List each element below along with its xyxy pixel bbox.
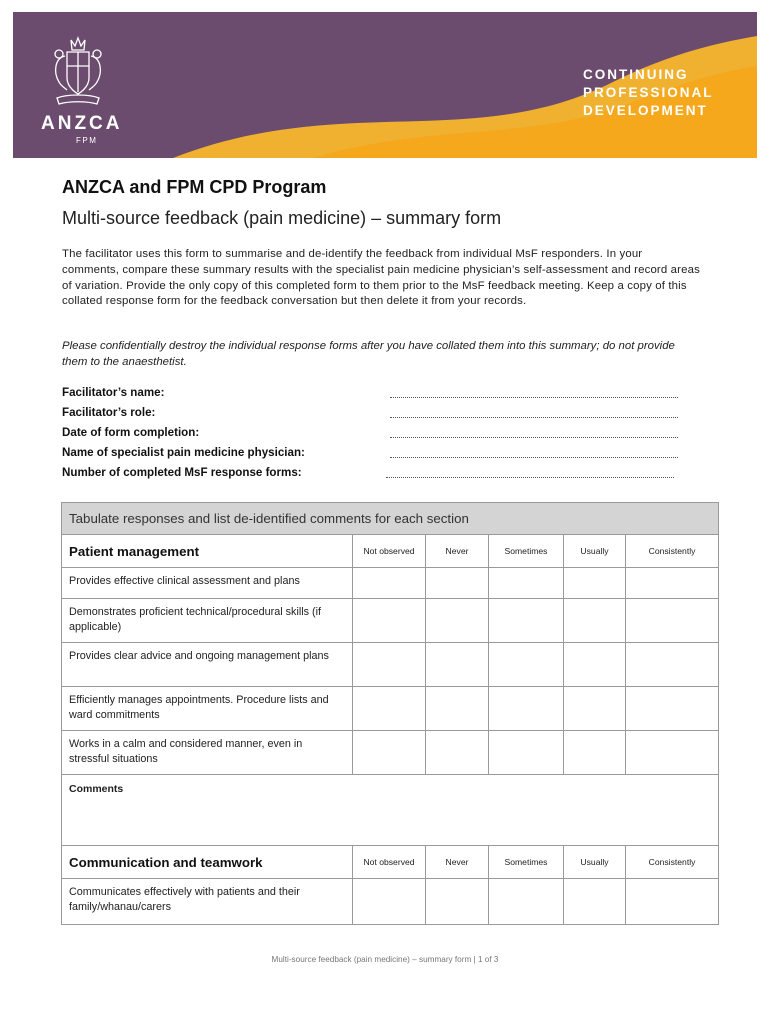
- rating-cell[interactable]: [626, 731, 719, 775]
- rating-cell[interactable]: [353, 643, 426, 687]
- rating-cell[interactable]: [426, 599, 489, 643]
- anzca-logo-text: ANZCA: [41, 113, 123, 134]
- item-label: Provides clear advice and ongoing management plans: [62, 643, 353, 687]
- completion-date-input[interactable]: [390, 425, 678, 438]
- section-header-row: [62, 535, 719, 568]
- item-label: Communicates effectively with patients and their family/whanau/carers: [62, 879, 353, 925]
- facilitator-details-fields: [62, 383, 682, 483]
- table-row: [62, 643, 719, 687]
- anzca-crest-icon: [47, 34, 109, 108]
- comments-row: [62, 775, 719, 846]
- item-label: Demonstrates proficient technical/procedural skills (if applicable): [62, 599, 353, 643]
- facilitator-name-input[interactable]: [390, 385, 678, 398]
- section-heading-patient-management: Patient management: [62, 535, 353, 568]
- table-row: [62, 599, 719, 643]
- rating-cell[interactable]: [353, 687, 426, 731]
- table-row: [62, 568, 719, 599]
- facilitator-role-input[interactable]: [390, 405, 678, 418]
- field-row: [62, 463, 682, 483]
- physician-name-label: Name of specialist pain medicine physician:: [62, 446, 305, 459]
- cpd-title-line: CONTINUING: [583, 67, 689, 82]
- item-label: Provides effective clinical assessment and plans: [62, 568, 353, 599]
- cpd-title-line: PROFESSIONAL: [583, 85, 714, 100]
- rating-cell[interactable]: [489, 599, 564, 643]
- rating-cell[interactable]: [489, 731, 564, 775]
- facilitator-name-label: Facilitator’s name:: [62, 386, 165, 399]
- col-usually: Usually: [564, 846, 626, 879]
- confidentiality-note: Please confidentially destroy the individual response forms after you have collated them into this summary; do not provide them to the anaesthetist.: [62, 340, 675, 368]
- table-caption: Tabulate responses and list de-identified comments for each section: [62, 503, 719, 535]
- table-row: [62, 731, 719, 775]
- rating-cell[interactable]: [564, 643, 626, 687]
- rating-cell[interactable]: [564, 568, 626, 599]
- page-subtitle: Multi-source feedback (pain medicine) – summary form: [62, 208, 502, 228]
- rating-cell[interactable]: [489, 568, 564, 599]
- comments-label: Comments: [69, 783, 124, 795]
- header-banner: [13, 12, 757, 158]
- intro-paragraph: The facilitator uses this form to summarise and de-identify the feedback from individual MsF responders. In your comments, compare these summary results with the specialist pain medicine physician’s self-assessment and record areas of variation. Provide the only copy of this completed form to them prior to the MsF feedback meeting. Keep a copy of this collated response form for the feedback conversation but then delete it from your records.: [62, 248, 700, 308]
- col-not-observed: Not observed: [353, 846, 426, 879]
- item-label: Efficiently manages appointments. Procedure lists and ward commitments: [62, 687, 353, 731]
- feedback-summary-table: [61, 502, 719, 925]
- section-header-row: [62, 846, 719, 879]
- field-row: [62, 443, 682, 463]
- col-consistently: Consistently: [626, 846, 719, 879]
- col-usually: Usually: [564, 535, 626, 568]
- item-label: Works in a calm and considered manner, even in stressful situations: [62, 731, 353, 775]
- field-row: [62, 423, 682, 443]
- col-sometimes: Sometimes: [489, 846, 564, 879]
- rating-cell[interactable]: [626, 599, 719, 643]
- rating-cell[interactable]: [626, 643, 719, 687]
- rating-cell[interactable]: [626, 879, 719, 925]
- rating-cell[interactable]: [426, 568, 489, 599]
- rating-cell[interactable]: [564, 879, 626, 925]
- col-not-observed: Not observed: [353, 535, 426, 568]
- response-count-input[interactable]: [386, 465, 674, 478]
- col-sometimes: Sometimes: [489, 535, 564, 568]
- rating-cell[interactable]: [426, 879, 489, 925]
- response-count-label: Number of completed MsF response forms:: [62, 466, 302, 479]
- table-caption-row: [62, 503, 719, 535]
- rating-cell[interactable]: [426, 731, 489, 775]
- rating-cell[interactable]: [426, 643, 489, 687]
- rating-cell[interactable]: [626, 687, 719, 731]
- rating-cell[interactable]: [564, 687, 626, 731]
- rating-cell[interactable]: [564, 731, 626, 775]
- field-row: [62, 403, 682, 423]
- comments-box[interactable]: [62, 775, 719, 846]
- rating-cell[interactable]: [564, 599, 626, 643]
- rating-cell[interactable]: [426, 687, 489, 731]
- table-row: [62, 879, 719, 925]
- page-footer: Multi-source feedback (pain medicine) – summary form | 1 of 3: [271, 955, 499, 964]
- col-never: Never: [426, 535, 489, 568]
- rating-cell[interactable]: [489, 643, 564, 687]
- completion-date-label: Date of form completion:: [62, 426, 200, 439]
- fpm-logo-text: FPM: [76, 136, 98, 145]
- section-heading-communication: Communication and teamwork: [62, 846, 353, 879]
- field-row: [62, 383, 682, 403]
- rating-cell[interactable]: [489, 687, 564, 731]
- facilitator-role-label: Facilitator’s role:: [62, 406, 156, 419]
- rating-cell[interactable]: [353, 879, 426, 925]
- rating-cell[interactable]: [489, 879, 564, 925]
- col-never: Never: [426, 846, 489, 879]
- rating-cell[interactable]: [353, 568, 426, 599]
- table-row: [62, 687, 719, 731]
- cpd-banner-title: [583, 66, 723, 120]
- col-consistently: Consistently: [626, 535, 719, 568]
- rating-cell[interactable]: [353, 599, 426, 643]
- rating-cell[interactable]: [626, 568, 719, 599]
- cpd-title-line: DEVELOPMENT: [583, 103, 708, 118]
- page-title: ANZCA and FPM CPD Program: [62, 177, 327, 197]
- physician-name-input[interactable]: [390, 445, 678, 458]
- rating-cell[interactable]: [353, 731, 426, 775]
